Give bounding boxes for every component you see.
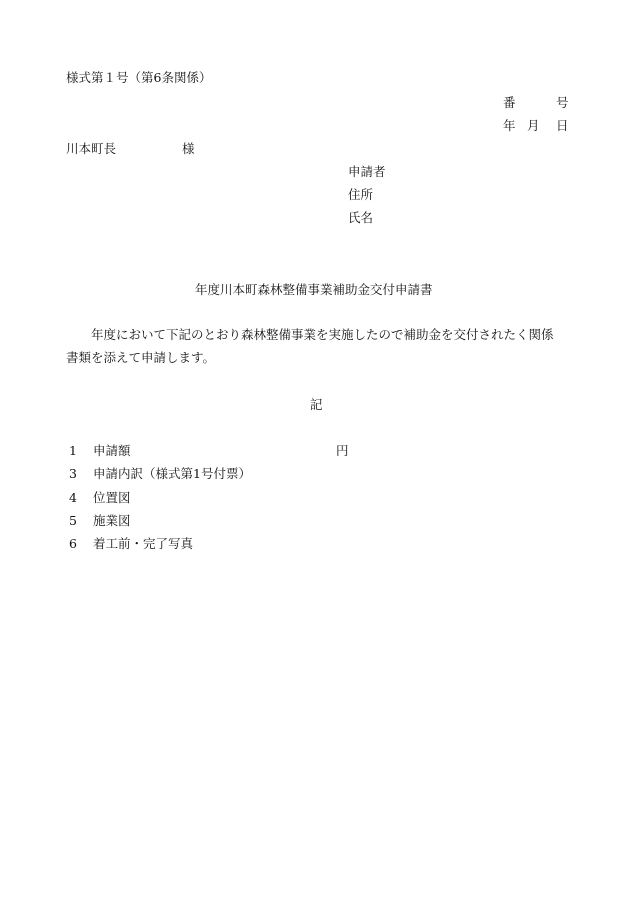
item-3-number: 4: [69, 490, 77, 505]
addressee-honorific: 様: [182, 141, 195, 156]
applicant-label: 申請者: [348, 164, 386, 179]
date-month: 月: [527, 118, 540, 133]
addressee-name: 川本町長: [66, 141, 117, 156]
applicant-name-label: 氏名: [348, 210, 374, 225]
body-line-2: 書類を添えて申請します。: [66, 350, 216, 365]
item-3-label: 位置図: [93, 490, 131, 505]
item-4-label: 施業図: [93, 513, 131, 528]
item-5-number: 6: [69, 536, 77, 551]
number-go: 号: [556, 95, 569, 110]
item-2-number: 3: [69, 466, 77, 481]
body-line-1: 年度において下記のとおり森林整備事業を実施したので補助金を交付されたく関係: [66, 327, 554, 342]
document-title: 年度川本町森林整備事業補助金交付申請書: [195, 282, 433, 297]
form-label: 様式第１号（第6条関係）: [66, 70, 212, 85]
body-paragraph: [66, 323, 566, 369]
item-4-number: 5: [69, 513, 77, 528]
item-1-number: 1: [69, 443, 77, 458]
applicant-address-label: 住所: [348, 187, 374, 202]
item-5-label: 着工前・完了写真: [93, 536, 194, 551]
ki-heading: 記: [310, 397, 323, 412]
item-2-label: 申請内訳（様式第1号付票）: [93, 466, 251, 481]
date-day: 日: [556, 118, 569, 133]
item-1-label: 申請額: [93, 443, 131, 458]
number-ban: 番: [503, 95, 516, 110]
date-year: 年: [503, 118, 516, 133]
item-1-suffix: 円: [336, 443, 349, 458]
